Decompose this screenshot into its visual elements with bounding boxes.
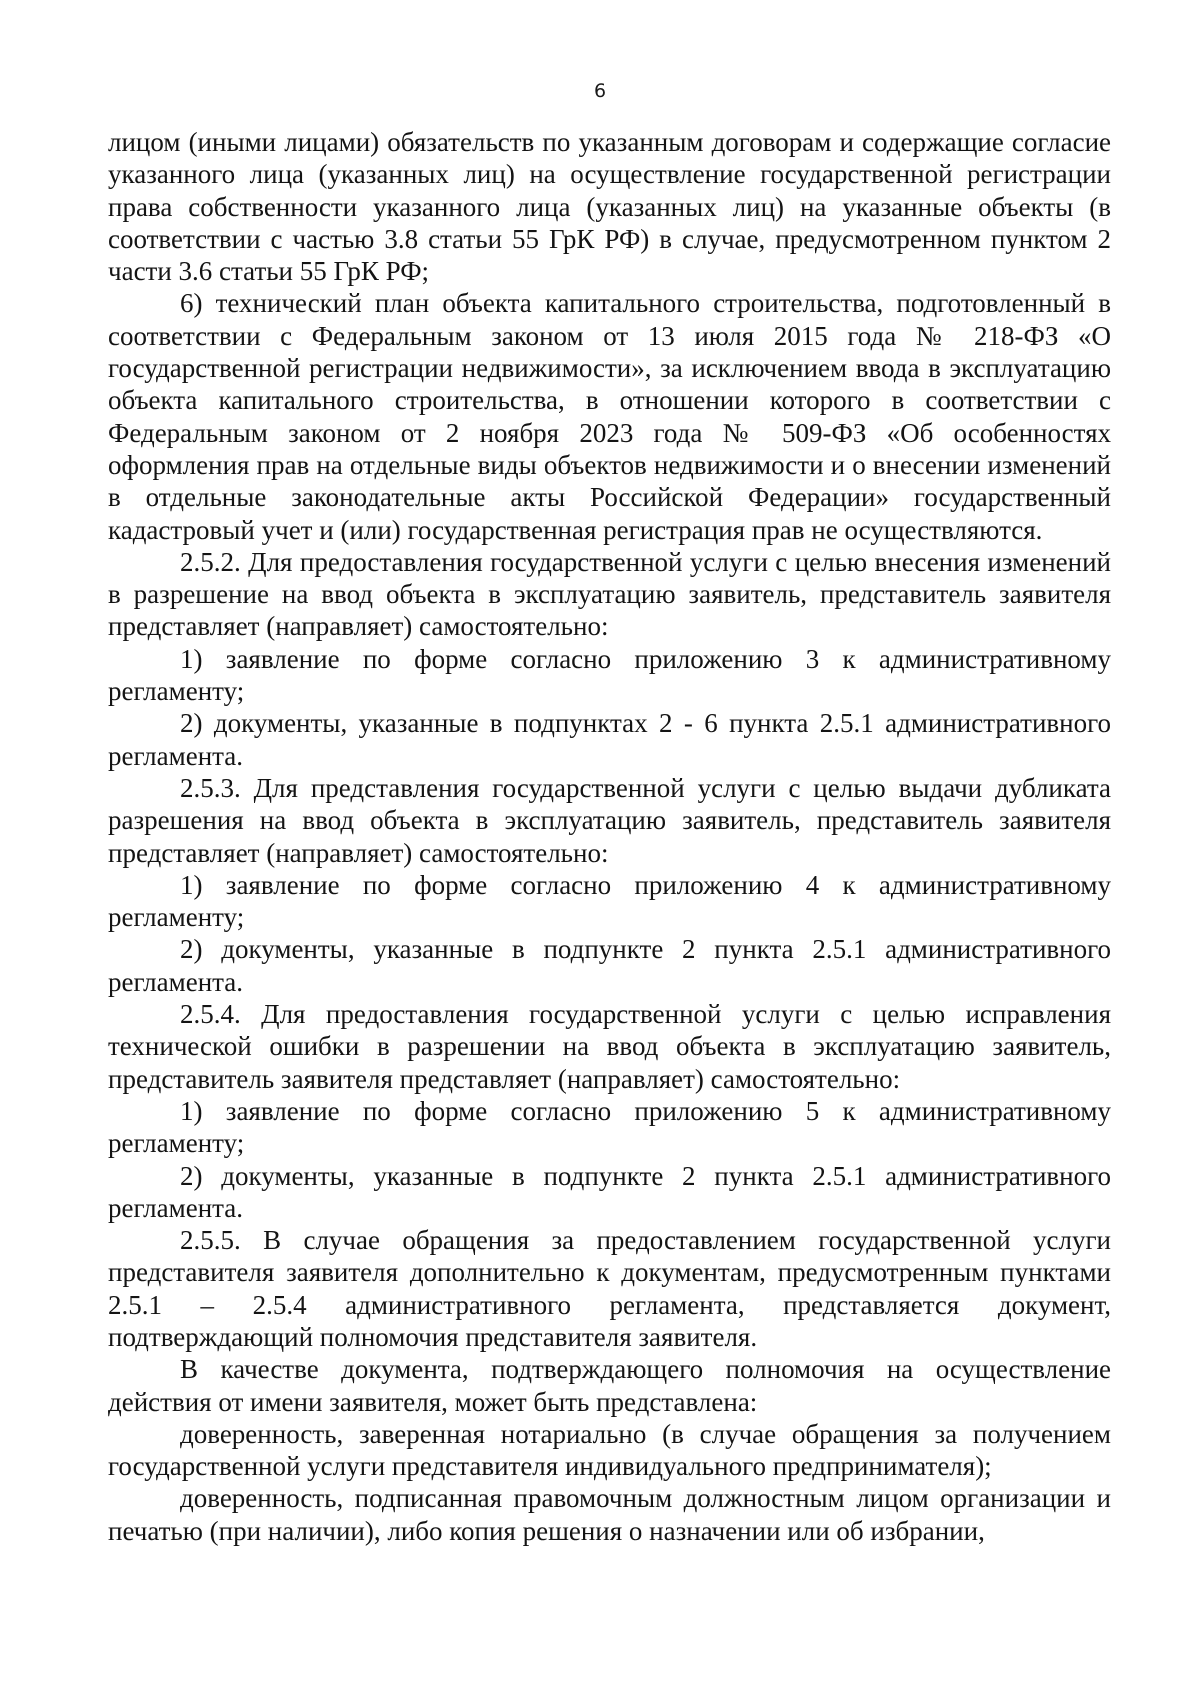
paragraph: В качестве документа, подтверждающего полномочия на осуществление действия от имени заявителя, может быть представлена:: [108, 1354, 1111, 1417]
paragraph: 2.5.3. Для представления государственной услуги с целью выдачи дубликата разрешения на ввод объекта в эксплуатацию заявитель, представитель заявителя представляет (направляет) самостоятельно:: [108, 772, 1111, 868]
paragraph: 6) технический план объекта капитального строительства, подготовленный в соответствии с Федеральным законом от 13 июля 2015 года № 218-ФЗ «О государственной регистрации недвижимости», за исключением ввода в эксплуатацию объекта капитального строительства, в отношении которого в соответствии с Федеральным законом от 2 ноября 2023 года № 509-ФЗ «Об особенностях оформления прав на отдельные виды объектов недвижимости и о внесении изменений в отдельные законодательные акты Российской Федерации» государственный кадастровый учет и (или) государственная регистрация прав не осуществляются.: [108, 288, 1111, 545]
list-item: 2) документы, указанные в подпунктах 2 - 6 пункта 2.5.1 административного регламента.: [108, 708, 1111, 771]
page-number: 6: [593, 80, 607, 102]
paragraph: 2.5.4. Для предоставления государственной услуги с целью исправления технической ошибки в разрешении на ввод объекта в эксплуатацию заявитель, представитель заявителя представляет (направляет) самостоятельно:: [108, 999, 1111, 1094]
list-item: 1) заявление по форме согласно приложению 4 к административному регламенту;: [108, 869, 1111, 933]
paragraph: лицом (иными лицами) обязательств по указанным договорам и содержащие согласие указанного лица (указанных лиц) на осуществление государственной регистрации права собственности указанного лица (указанных лиц) на указанные объекты (в соответствии с частью 3.8 статьи 55 ГрК РФ) в случае, предусмотренном пунктом 2 части 3.6 статьи 55 ГрК РФ;: [108, 127, 1111, 287]
document-body: [108, 126, 1111, 1547]
list-item: 2) документы, указанные в подпункте 2 пункта 2.5.1 административного регламента.: [108, 1160, 1111, 1223]
list-item: доверенность, подписанная правомочным должностным лицом организации и печатью (при наличии), либо копия решения о назначении или об избрании,: [108, 1483, 1111, 1546]
paragraph: 2.5.2. Для предоставления государственной услуги с целью внесения изменений в разрешение на ввод объекта в эксплуатацию заявитель, представитель заявителя представляет (направляет) самостоятельно:: [108, 546, 1111, 642]
list-item: доверенность, заверенная нотариально (в случае обращения за получением государственной услуги представителя индивидуального предпринимателя);: [108, 1418, 1111, 1482]
paragraph: 2.5.5. В случае обращения за предоставлением государственной услуги представителя заявителя дополнительно к документам, предусмотренным пунктами 2.5.1 – 2.5.4 административного регламента, представляется документ, подтверждающий полномочия представителя заявителя.: [108, 1225, 1111, 1352]
list-item: 1) заявление по форме согласно приложению 3 к административному регламенту;: [108, 643, 1111, 707]
list-item: 1) заявление по форме согласно приложению 5 к административному регламенту;: [108, 1095, 1111, 1159]
list-item: 2) документы, указанные в подпункте 2 пункта 2.5.1 административного регламента.: [108, 934, 1111, 997]
